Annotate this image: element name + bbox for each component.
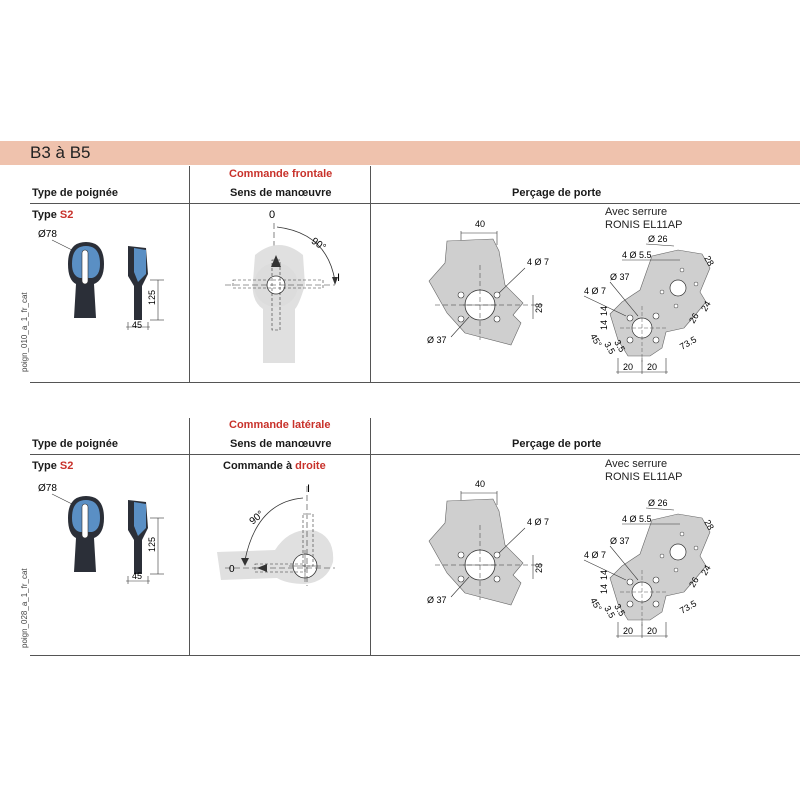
col-divider <box>370 166 371 383</box>
lock-d26: Ø 26 <box>648 498 668 508</box>
header-percage: Perçage de porte <box>512 187 602 199</box>
angle-I: I <box>307 483 311 495</box>
type-label: Type S2 <box>32 460 74 472</box>
header-sens: Sens de manœuvre <box>230 438 332 450</box>
serrure-line2: RONIS EL11AP <box>605 219 683 231</box>
operation-drawing <box>195 476 365 596</box>
header-sens: Sens de manœuvre <box>230 187 332 199</box>
handle-diameter: Ø78 <box>38 483 57 494</box>
lock-24: 24 <box>699 299 713 313</box>
lock-d37: Ø 37 <box>610 272 630 282</box>
lock-20a: 20 <box>623 626 634 636</box>
command-title: Commande frontale <box>229 168 333 180</box>
dim-4d7: 4 Ø 7 <box>527 257 550 267</box>
lock-14b: 14 <box>599 569 609 580</box>
angle-I: I <box>337 272 341 284</box>
header-poignee: Type de poignée <box>32 438 118 450</box>
drilling-plate <box>425 215 565 355</box>
header-rule <box>30 454 800 455</box>
lock-drilling-plate <box>580 232 740 380</box>
ref-code: poign_028_a_1_fr_cat <box>20 568 29 648</box>
drilling-plate <box>425 475 565 615</box>
serrure-line2: RONIS EL11AP <box>605 471 683 483</box>
handle-drawing <box>30 474 180 589</box>
lock-735: 73.5 <box>678 334 699 352</box>
dim-d37: Ø 37 <box>427 595 447 605</box>
operation-drawing <box>195 205 365 370</box>
lock-45: 45° <box>588 332 604 349</box>
lock-24: 24 <box>699 563 713 577</box>
lock-735: 73.5 <box>678 598 699 616</box>
lock-20a: 20 <box>623 362 634 372</box>
lock-d26: Ø 26 <box>648 234 668 244</box>
lock-35b: 3.5 <box>612 338 628 354</box>
lock-26: 26 <box>687 311 701 325</box>
lock-14a: 14 <box>599 319 609 330</box>
lock-4d55: 4 Ø 5.5 <box>622 250 652 260</box>
handle-drawing <box>30 220 180 335</box>
dim-125: 125 <box>147 289 157 305</box>
lock-35b: 3.5 <box>612 602 628 618</box>
dim-45: 45 <box>132 320 143 330</box>
lock-drilling-plate <box>580 496 740 644</box>
lock-45: 45° <box>588 596 604 613</box>
header-percage: Perçage de porte <box>512 438 602 450</box>
angle-90: 90° <box>308 235 328 254</box>
type-label: Type S2 <box>32 209 74 221</box>
dim-40: 40 <box>475 219 486 229</box>
dim-28: 28 <box>534 302 544 313</box>
lock-4d7: 4 Ø 7 <box>584 550 607 560</box>
lock-4d55: 4 Ø 5.5 <box>622 514 652 524</box>
bottom-rule <box>30 655 800 656</box>
lock-35a: 3.5 <box>602 340 618 356</box>
header-poignee: Type de poignée <box>32 187 118 199</box>
lock-26: 26 <box>687 575 701 589</box>
handle-diameter: Ø78 <box>38 229 57 240</box>
dim-45: 45 <box>132 571 143 581</box>
dim-d37: Ø 37 <box>427 335 447 345</box>
serrure-line1: Avec serrure <box>605 458 668 470</box>
lock-20b: 20 <box>647 362 658 372</box>
lock-d37: Ø 37 <box>610 536 630 546</box>
command-title: Commande latérale <box>229 419 331 431</box>
dim-28: 28 <box>534 562 544 573</box>
lock-4d7: 4 Ø 7 <box>584 286 607 296</box>
angle-0: 0 <box>269 209 276 221</box>
dim-40: 40 <box>475 479 486 489</box>
dim-125: 125 <box>147 536 157 552</box>
header-rule <box>30 203 800 204</box>
lock-20b: 20 <box>647 626 658 636</box>
lock-28: 28 <box>702 254 716 268</box>
angle-0: 0 <box>229 564 235 575</box>
bottom-rule <box>30 382 800 383</box>
ref-code: poign_010_a_1_fr_cat <box>20 292 29 372</box>
section-title: B3 à B5 <box>30 143 91 162</box>
lock-14a: 14 <box>599 583 609 594</box>
dim-4d7: 4 Ø 7 <box>527 517 550 527</box>
serrure-line1: Avec serrure <box>605 206 668 218</box>
col-divider <box>189 166 190 383</box>
angle-90: 90° <box>247 508 267 528</box>
lock-35a: 3.5 <box>602 604 618 620</box>
section-band <box>0 141 800 165</box>
sens-label: Commande à droite <box>223 460 326 472</box>
lock-28: 28 <box>702 518 716 532</box>
lock-14b: 14 <box>599 305 609 316</box>
